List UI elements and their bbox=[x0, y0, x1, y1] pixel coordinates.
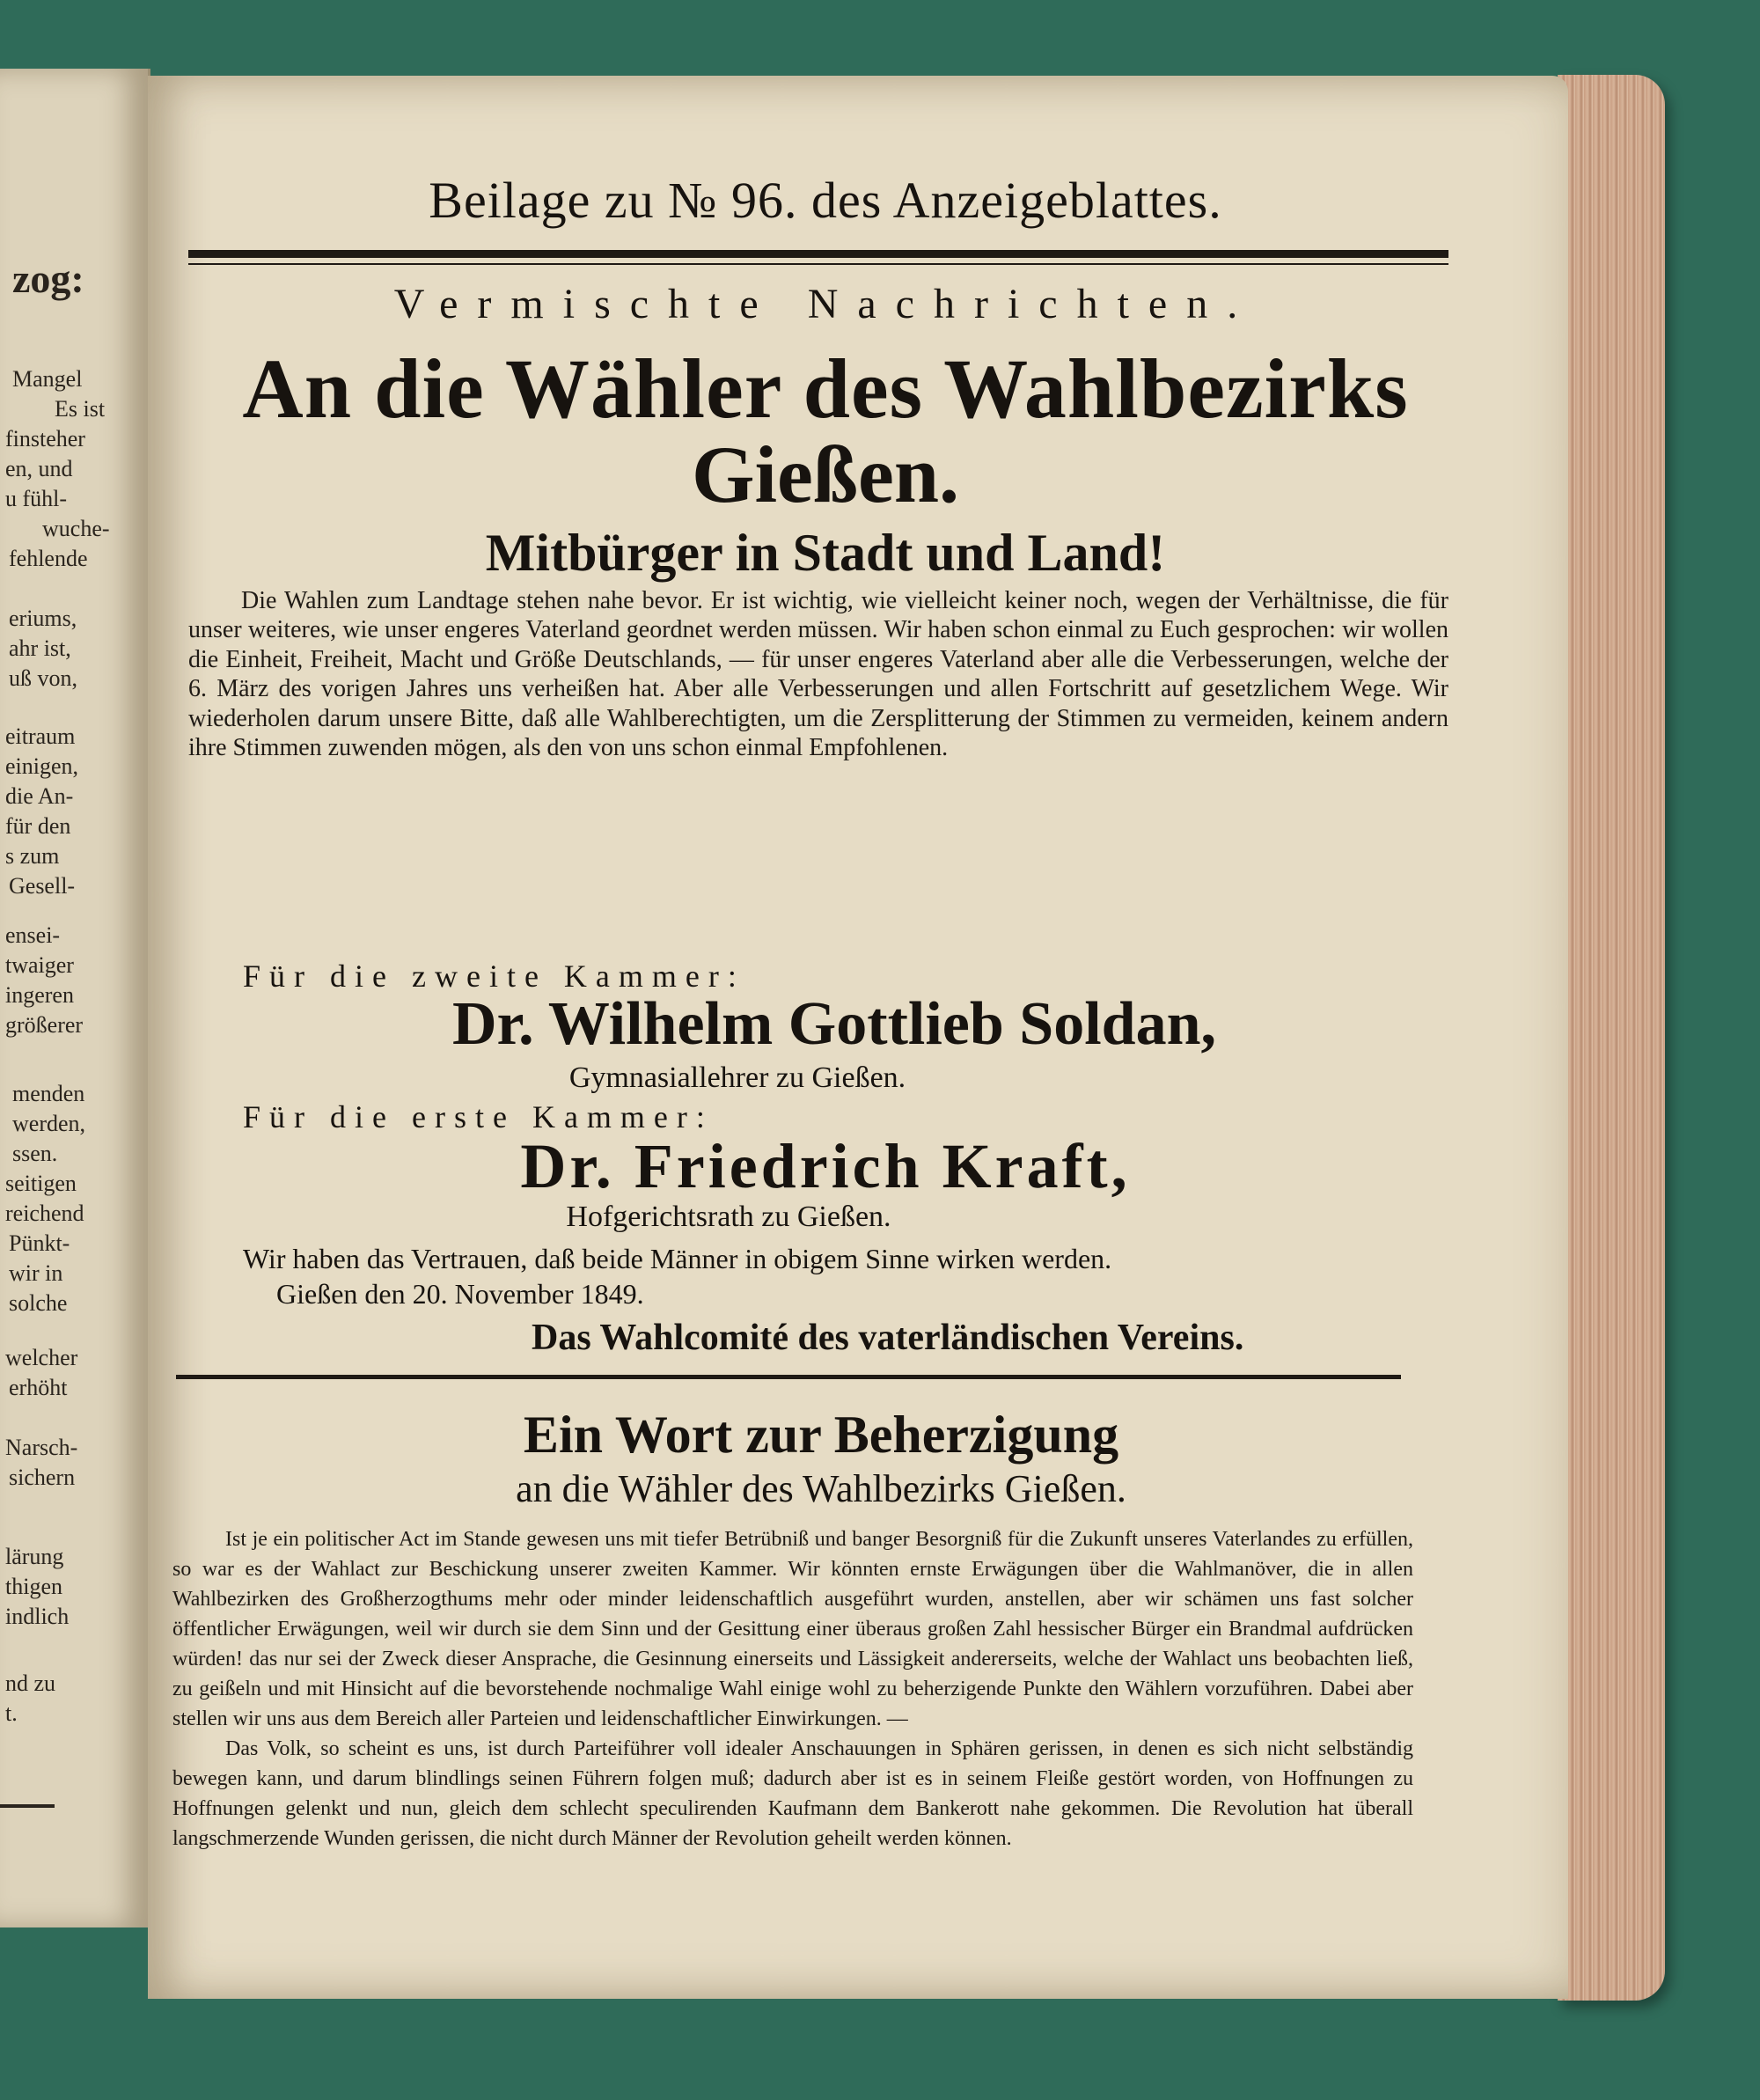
left-fragment: seitigen bbox=[5, 1171, 77, 1196]
left-facing-page bbox=[0, 69, 150, 1927]
notice1-trust: Wir haben das Vertrauen, daß beide Männer in obigem Sinne wirken werden. bbox=[243, 1243, 1112, 1274]
main-page bbox=[148, 76, 1568, 1999]
left-fragment: twaiger bbox=[5, 952, 74, 978]
notice1-body bbox=[188, 586, 1448, 762]
notice2-title-line2: an die Wähler des Wahlbezirks Gießen. bbox=[516, 1467, 1126, 1510]
section-divider bbox=[176, 1375, 1401, 1379]
left-fragment: ahr ist, bbox=[9, 635, 71, 661]
left-fragment: sichern bbox=[9, 1465, 76, 1490]
notice2-para1: Ist je ein politischer Act im Stande gewesen uns mit tiefer Betrübniß und banger Besorgniß für die Zukunft unseres Vaterlandes zu erfüllen, so war es der Wahlact zur Beschickung unserer zweiten Kammer. Wir könnten ernste Erwägungen über die Wahlmanöver, die in allen Wahlbezirken des Großherzogthums mehr oder minder leidenschaftlich ausgeführt wurden, anstellen, aber wir schämen uns fast solcher öffentlicher Erwägungen, weil wir durch sie dem Sinn und der Gesittung einer überaus großen Zahl hessischer Bürger ein Brandmal aufdrücken würden! das nur sei der Zweck dieser Ansprache, die Gesinnung einerseits und Lässigkeit andererseits, welche der Wahlact uns beobachten ließ, zu geißeln und mit Hinsicht auf die bevorstehende nochmalige Wahl einige wohl zu beherzigende Punkte den Wählern vorzuführen. Dabei aber stellen wir uns aus dem Bereich aller Parteien und leidenschaftlicher Einwirkungen. — bbox=[172, 1528, 1413, 1730]
left-fragment: wuche- bbox=[42, 516, 110, 541]
candidate2-title: Gymnasiallehrer zu Gießen. bbox=[568, 1061, 906, 1094]
notice2-para2: Das Volk, so scheint es uns, ist durch Parteiführer voll idealer Anschauungen in Sphären gerissen, in denen es sich nicht selbständig bewegen kann, und darum blindlings seinen Führern folgen muß; dadurch aber ist es in seinem Fleiße gestört worden, von Hoffnungen zu Hoffnungen gelenkt und nun, gleich dem schlecht speculirenden Kaufmann dem Bankerott nahe gekommen. Die Revolution hat überall langschmerzende Wunden gerissen, die nicht durch Männer der Revolution geheilt werden können. bbox=[172, 1737, 1413, 1850]
left-fragment: finsteher bbox=[5, 426, 85, 452]
left-fragment: größerer bbox=[5, 1012, 84, 1038]
left-fragment: Gesell- bbox=[9, 873, 76, 899]
left-fragment: s zum bbox=[5, 843, 60, 869]
notice1-subtitle: Mitbürger in Stadt und Land! bbox=[485, 524, 1166, 582]
candidate2-name: Dr. Wilhelm Gottlieb Soldan, bbox=[451, 990, 1217, 1058]
left-fragment: eitraum bbox=[5, 723, 76, 749]
left-fragment: wir in bbox=[9, 1260, 63, 1286]
left-fragment: für den bbox=[5, 813, 71, 839]
left-fragment: en, und bbox=[5, 456, 73, 481]
notice1-date: Gießen den 20. November 1849. bbox=[276, 1278, 644, 1310]
left-fragment: ingeren bbox=[5, 982, 74, 1008]
notice1-signature: Das Wahlcomité des vaterländischen Vereins. bbox=[532, 1318, 1244, 1358]
notice1-title-line1: An die Wähler des Wahlbezirks bbox=[242, 341, 1409, 436]
notice2-body bbox=[172, 1524, 1413, 1854]
left-fragment: Mangel bbox=[12, 366, 83, 392]
header-rule bbox=[188, 250, 1448, 258]
left-fragment: u fühl- bbox=[5, 486, 68, 511]
left-rule bbox=[0, 1804, 55, 1808]
left-fragment: uß von, bbox=[9, 665, 77, 691]
left-fragment: die An- bbox=[5, 783, 74, 809]
left-fragment: Es ist bbox=[55, 396, 106, 422]
left-fragment: ensei- bbox=[5, 922, 61, 948]
candidate1-title: Hofgerichtsrath zu Gießen. bbox=[566, 1201, 891, 1233]
left-fragment: Narsch- bbox=[5, 1435, 78, 1460]
chamber2-label: Für die zweite Kammer: bbox=[243, 958, 745, 994]
notice1-title-line2: Gießen. bbox=[691, 430, 960, 519]
left-fragment: werden, bbox=[12, 1111, 86, 1136]
left-fragment: zog: bbox=[12, 256, 84, 301]
left-fragment: einigen, bbox=[5, 753, 79, 779]
chamber1-label: Für die erste Kammer: bbox=[243, 1099, 714, 1134]
left-fragment: fehlende bbox=[9, 546, 88, 571]
section-label: Vermischte Nachrichten. bbox=[393, 281, 1258, 327]
left-fragment: reichend bbox=[5, 1201, 84, 1226]
left-fragment: erhöht bbox=[9, 1375, 68, 1400]
left-fragment: t. bbox=[5, 1700, 18, 1726]
left-fragment: nd zu bbox=[5, 1670, 56, 1696]
left-fragment: welcher bbox=[5, 1345, 78, 1370]
page-edge-stack bbox=[1558, 75, 1665, 2001]
left-fragment: Pünkt- bbox=[9, 1230, 70, 1256]
left-fragment: solche bbox=[9, 1290, 68, 1316]
left-fragment: ssen. bbox=[12, 1141, 58, 1166]
left-fragment: indlich bbox=[5, 1604, 70, 1629]
left-fragment: thigen bbox=[5, 1574, 62, 1599]
page-header-title: Beilage zu № 96. des Anzeigeblattes. bbox=[429, 172, 1222, 229]
notice2-title-line1: Ein Wort zur Beherzigung bbox=[523, 1406, 1119, 1464]
notice1-body-text: Die Wahlen zum Landtage stehen nahe bevor. Er ist wichtig, wie vielleicht keiner noch, wegen der Verhältnisse, die für unser weiteres, wie unser engeres Vaterland geordnet werden müssen. Wir haben schon einmal zu Euch gesprochen: wir wollen die Einheit, Freiheit, Macht und Größe Deutschlands, — für unser engeres Vaterland aber alle die Verbesserungen, welche der 6. März des vorigen Jahres uns verheißen hat. Aber alle Verbesserungen und allen Fortschritt auf gesetzlichem Wege. Wir wiederholen darum unsere Bitte, daß alle Wahlberechtigten, um die Zersplitterung der Stimmen zu vermeiden, keinem andern ihre Stimmen zuwenden mögen, als den von uns schon einmal Empfohlenen. bbox=[188, 587, 1448, 762]
left-fragment: eriums, bbox=[9, 606, 77, 631]
header-rule-thin bbox=[188, 263, 1448, 265]
left-fragment: menden bbox=[12, 1081, 85, 1106]
left-fragment: lärung bbox=[5, 1544, 64, 1569]
candidate1-name: Dr. Friedrich Kraft, bbox=[520, 1131, 1131, 1201]
